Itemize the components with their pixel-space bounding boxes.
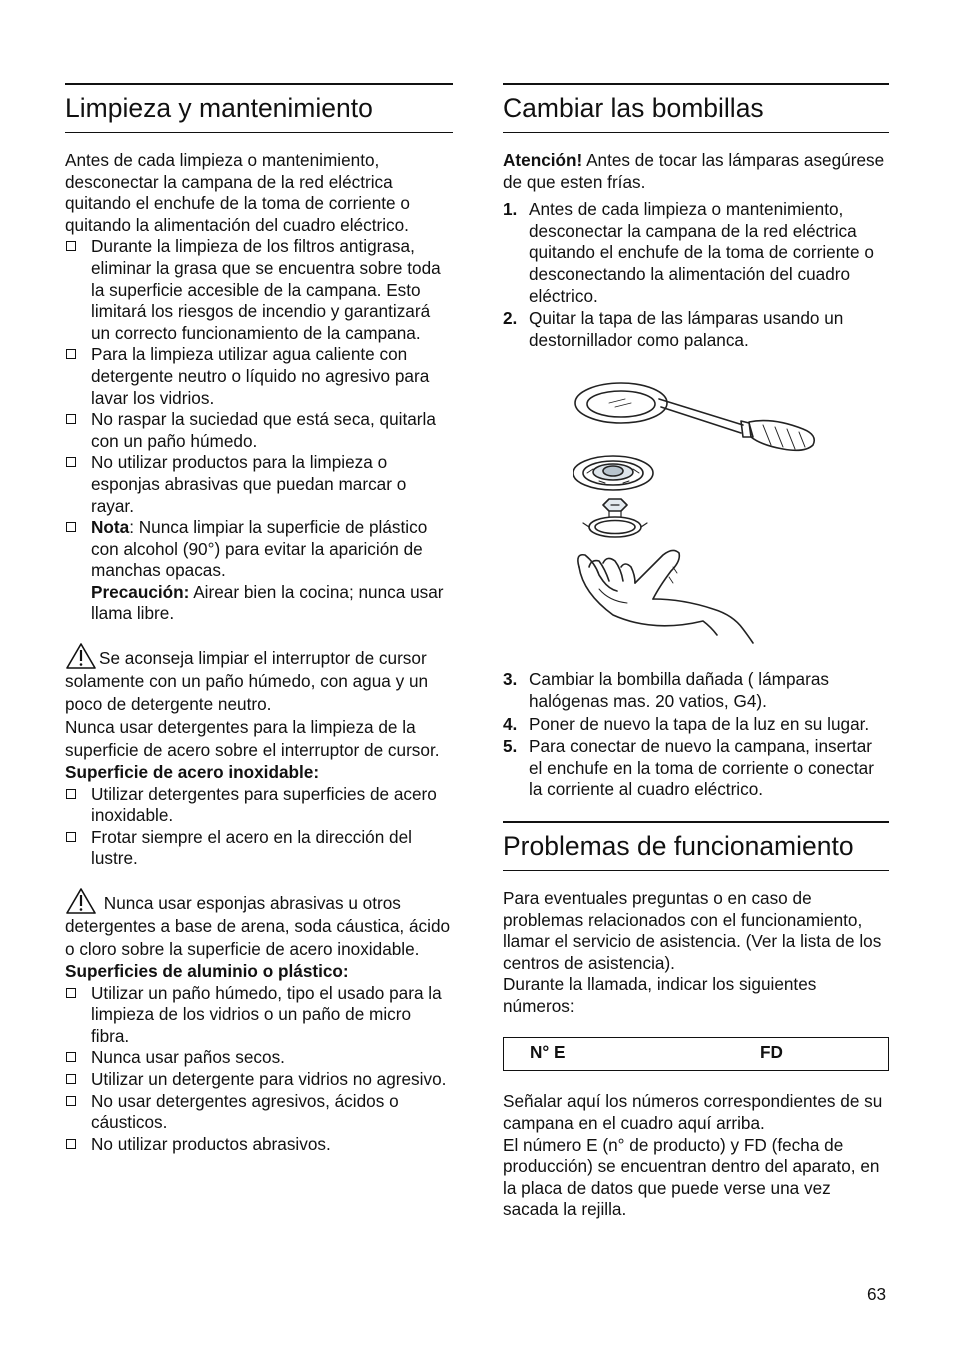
warning-slider-switch: Se aconseja limpiar el interruptor de cursor solamente con un paño húmedo, con agua y un poco de detergente neutro. Nunca usar detergentes para la limpieza de la superficie de acero sobre el interruptor de cursor. <box>65 642 453 762</box>
warning-triangle-icon <box>65 642 97 670</box>
aluminium-heading: Superficies de aluminio o plástico: <box>65 961 349 982</box>
checkbox-bullet-icon <box>66 349 76 359</box>
warning-triangle-icon <box>65 887 97 915</box>
checkbox-bullet-icon <box>66 988 76 998</box>
cleaning-intro: Antes de cada limpieza o mantenimiento, desconectar la campana de la red eléctrica quitando el enchufe de la toma de corriente o quitando la alimentación del cuadro eléctrico. <box>65 150 410 235</box>
lamp-replacement-illustration <box>573 377 823 649</box>
step-item: 2. Quitar la tapa de las lámparas usando un destornillador como palanca. <box>503 308 844 350</box>
list-item: Utilizar un paño húmedo, tipo el usado para la limpieza de los vidrios o un paño de micro fibra. <box>65 983 453 1048</box>
checkbox-bullet-icon <box>66 414 76 424</box>
page-number: 63 <box>867 1284 887 1304</box>
attention-label: Atención! <box>503 150 583 170</box>
aluminium-list <box>65 983 453 1156</box>
bulb-steps-2 <box>503 669 889 801</box>
nota-label: Nota <box>91 517 130 538</box>
bulb-steps-1 <box>503 199 889 351</box>
warning-steel-note: Nunca usar detergentes para la limpieza de la superficie de acero sobre el interruptor de cursor. <box>65 717 440 761</box>
product-numbers-box <box>503 1037 889 1071</box>
checkbox-bullet-icon <box>66 832 76 842</box>
cleaning-list <box>65 236 453 625</box>
list-item: No raspar la suciedad que está seca, quitarla con un paño húmedo. <box>65 409 453 452</box>
problems-call-note: Durante la llamada, indicar los siguientes números: <box>503 974 817 1016</box>
list-item: No usar detergentes agresivos, ácidos o cáusticos. <box>65 1091 453 1134</box>
right-column <box>503 83 889 1221</box>
step-item: 4. Poner de nuevo la tapa de la luz en su lugar. <box>503 713 870 734</box>
e-number-label: N° E <box>530 1042 566 1063</box>
checkbox-bullet-icon <box>66 522 76 532</box>
fd-number-label: FD <box>760 1042 783 1063</box>
problems-text: Para eventuales preguntas o en caso de problemas relacionados con el funcionamiento, llamar el servicio de asistencia. (Ver la lista de los centros de asistencia). <box>503 887 882 973</box>
step-item: 5. Para conectar de nuevo la campana, insertar el enchufe en la toma de corriente o conectar la corriente al cuadro eléctrico. <box>503 736 874 800</box>
warning-abrasives: Nunca usar esponjas abrasivas u otros detergentes a base de arena, soda cáustica, ácido o cloro sobre la superficie de acero inoxidable. <box>65 887 453 961</box>
numbers-instruction: Señalar aquí los números correspondientes de su campana en el cuadro aquí arriba. <box>503 1091 883 1134</box>
list-item: No utilizar productos para la limpieza o esponjas abrasivas que puedan marcar o rayar. <box>65 452 453 517</box>
checkbox-bullet-icon <box>66 1096 76 1106</box>
list-item: Durante la limpieza de los filtros antigrasa, eliminar la grasa que se encuentra sobre toda la superficie accesible de la campana. Esto limitará los riesgos de incendio y garantizará un correcto funcionamiento de la campana. <box>65 236 453 344</box>
checkbox-bullet-icon <box>66 241 76 251</box>
list-item: Utilizar detergentes para superficies de acero inoxidable. <box>65 784 453 827</box>
precaucion-label: Precaución: <box>91 581 190 602</box>
checkbox-bullet-icon <box>66 1074 76 1084</box>
left-column <box>65 83 453 1155</box>
section-title-problems: Problemas de funcionamiento <box>503 821 889 871</box>
checkbox-bullet-icon <box>66 1052 76 1062</box>
checkbox-bullet-icon <box>66 1139 76 1149</box>
list-item: Frotar siempre el acero en la dirección del lustre. <box>65 827 453 870</box>
checkbox-bullet-icon <box>66 457 76 467</box>
step-item: 3. Cambiar la bombilla dañada ( lámparas halógenas mas. 20 vatios, G4). <box>503 669 829 711</box>
steel-heading: Superficie de acero inoxidable: <box>65 762 320 783</box>
list-item: Utilizar un detergente para vidrios no agresivo. <box>65 1069 453 1091</box>
numbers-location-note: El número E (n° de producto) y FD (fecha de producción) se encuentran dentro del aparato, en la placa de datos que puede verse una vez sacada la rejilla. <box>503 1134 880 1220</box>
steel-list <box>65 784 453 870</box>
section-title-cleaning: Limpieza y mantenimiento <box>65 83 453 133</box>
attention-note: Atención! Antes de tocar las lámparas asegúrese de que esten frías. <box>503 150 885 192</box>
list-item: Nunca usar paños secos. <box>65 1047 453 1069</box>
section-title-bulbs: Cambiar las bombillas <box>503 83 889 133</box>
list-item: Para la limpieza utilizar agua caliente con detergente neutro o líquido no agresivo para lavar los vidrios. <box>65 344 453 409</box>
list-item-nota: Nota: Nunca limpiar la superficie de plástico con alcohol (90°) para evitar la aparición de manchas opacas. Precaución: Airear bien la cocina; nunca usar llama libre. <box>65 517 453 625</box>
list-item: No utilizar productos abrasivos. <box>65 1134 453 1156</box>
checkbox-bullet-icon <box>66 789 76 799</box>
step-item: 1. Antes de cada limpieza o mantenimiento, desconectar la campana de la red eléctrica quitando el enchufe de la toma de corriente o desconectando la alimentación del cuadro eléctrico. <box>503 199 874 306</box>
